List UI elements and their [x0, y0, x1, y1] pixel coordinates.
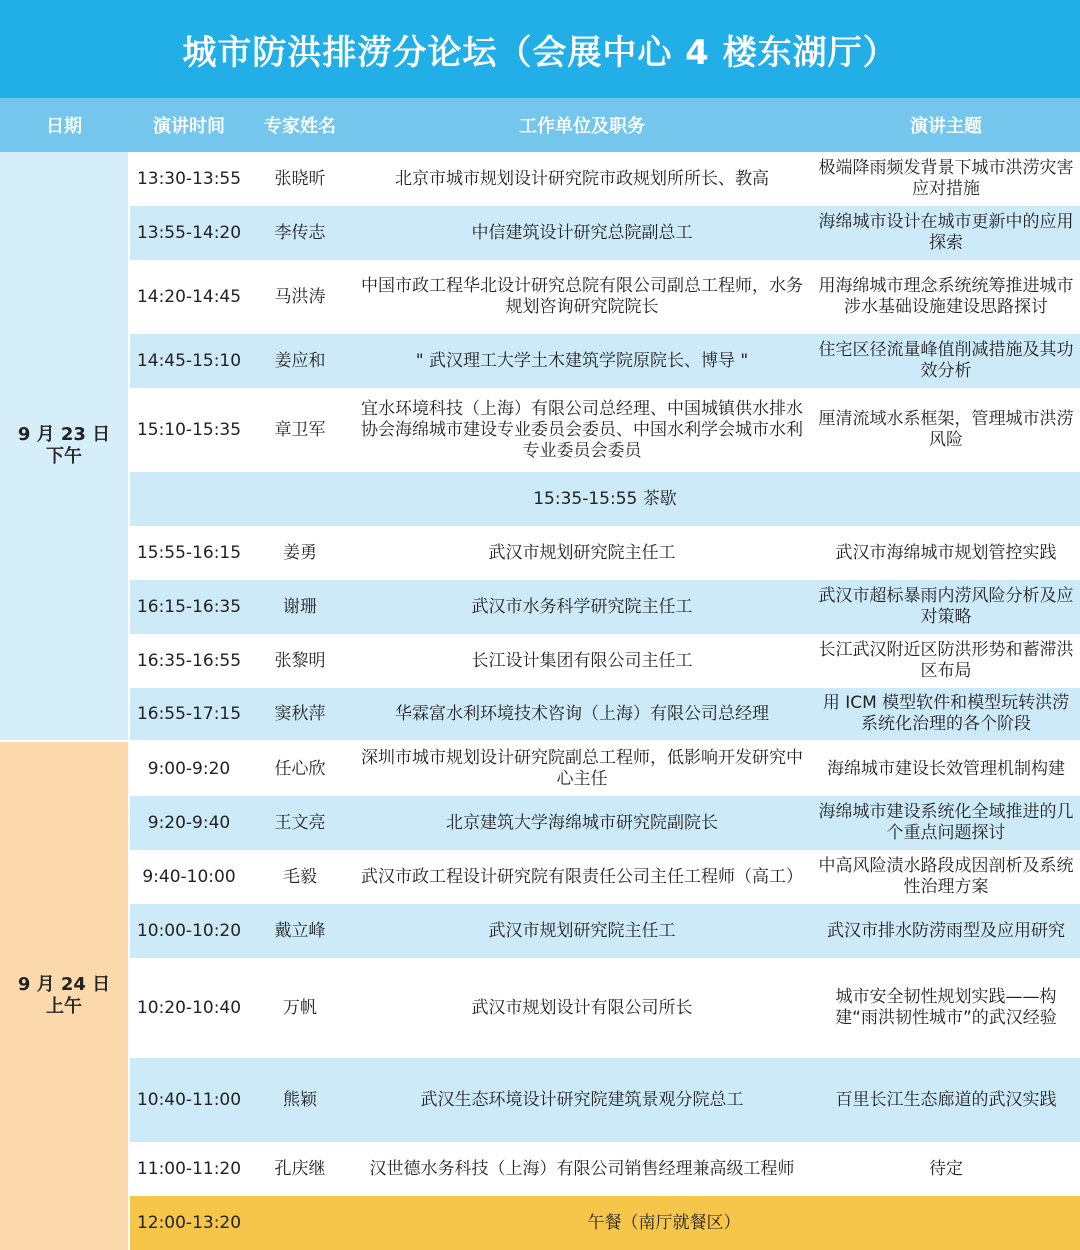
topic-cell: 武汉市海绵城市规划管控实践 [835, 542, 1057, 563]
table-row [130, 796, 1080, 850]
day-label: 9 月 24 日 [17, 974, 111, 995]
speaker-name-cell: 李传志 [274, 222, 326, 243]
organization-cell: 武汉市规划设计有限公司所长 [471, 997, 693, 1018]
topic-cell: 海绵城市建设系统化全域推进的几个重点问题探讨 [818, 802, 1074, 843]
speaker-name-cell: 谢珊 [283, 596, 317, 617]
speaker-name-cell: 姜应和 [274, 350, 326, 371]
speaker-name-cell: 章卫军 [274, 419, 326, 440]
time-cell: 12:00-13:20 [136, 1212, 242, 1233]
header-time: 演讲时间 [153, 116, 225, 137]
header-topic: 演讲主题 [910, 116, 982, 137]
speaker-name-cell: 王文亮 [274, 812, 326, 833]
day-label: 9 月 23 日 [17, 424, 111, 445]
table-row [130, 634, 1080, 688]
organization-cell: " 武汉理工大学土木建筑学院原院长、博导 " [415, 350, 749, 371]
topic-cell: 住宅区径流量峰值削减措施及其功效分析 [818, 340, 1074, 381]
topic-cell: 用海绵城市理念系统统筹推进城市涉水基础设施建设思路探讨 [818, 276, 1074, 317]
speaker-name-cell: 姜勇 [283, 542, 317, 563]
organization-cell: 中国市政工程华北设计研究总院有限公司副总工程师，水务规划咨询研究院院长 [361, 276, 803, 317]
speaker-name-cell: 熊颖 [283, 1089, 317, 1110]
organization-cell: 长江设计集团有限公司主任工 [471, 650, 693, 671]
topic-cell: 武汉市超标暴雨内涝风险分析及应对策略 [818, 586, 1074, 627]
organization-cell: 汉世德水务科技（上海）有限公司销售经理兼高级工程师 [369, 1158, 795, 1179]
speaker-name-cell: 张晓昕 [274, 168, 326, 189]
organization-cell: 深圳市城市规划设计研究院副总工程师，低影响开发研究中心主任 [361, 748, 803, 789]
topic-cell: 海绵城市建设长效管理机制构建 [827, 758, 1065, 779]
organization-cell: 武汉市规划研究院主任工 [488, 920, 676, 941]
table-row [130, 688, 1080, 740]
day-cell-sep24 [0, 742, 128, 1250]
table-row [130, 580, 1080, 634]
header-date: 日期 [46, 116, 82, 137]
day-cell-sep23 [0, 152, 128, 740]
topic-cell: 海绵城市设计在城市更新中的应用探索 [818, 212, 1074, 253]
header-name: 专家姓名 [264, 116, 336, 137]
table-row [130, 958, 1080, 1058]
table-row [130, 904, 1080, 958]
page-title: 城市防洪排涝分论坛（会展中心 4 楼东湖厅） [182, 32, 898, 73]
time-cell: 13:55-14:20 [136, 222, 242, 243]
table-row [130, 526, 1080, 580]
topic-cell: 极端降雨频发背景下城市洪涝灾害应对措施 [818, 158, 1074, 199]
topic-cell: 长江武汉附近区防洪形势和蓄滞洪区布局 [818, 640, 1074, 681]
organization-cell: 北京市城市规划设计研究院市政规划所所长、教高 [395, 168, 769, 189]
time-cell: 10:20-10:40 [136, 997, 242, 1018]
lunch-cell: 午餐（南厅就餐区） [587, 1212, 741, 1233]
table-row [130, 152, 1080, 206]
time-cell: 9:40-10:00 [142, 866, 236, 887]
title-bar [0, 0, 1080, 98]
topic-cell: 用 ICM 模型软件和模型玩转洪涝系统化治理的各个阶段 [822, 693, 1070, 734]
time-cell: 10:40-11:00 [136, 1089, 242, 1110]
time-cell: 10:00-10:20 [136, 920, 242, 941]
time-cell: 14:20-14:45 [136, 286, 242, 307]
organization-cell: 武汉市水务科学研究院主任工 [471, 596, 693, 617]
time-cell: 14:45-15:10 [136, 350, 242, 371]
time-cell: 9:20-9:40 [147, 812, 231, 833]
table-row [130, 742, 1080, 796]
organization-cell: 北京建筑大学海绵城市研究院副院长 [446, 812, 718, 833]
day-period: 上午 [46, 996, 82, 1017]
table-row [130, 1196, 1080, 1250]
time-cell: 9:00-9:20 [147, 758, 231, 779]
topic-cell: 武汉市排水防涝雨型及应用研究 [827, 920, 1065, 941]
time-cell: 15:55-16:15 [136, 542, 242, 563]
speaker-name-cell: 毛毅 [283, 866, 317, 887]
organization-cell: 中信建筑设计研究总院副总工 [471, 222, 693, 243]
speaker-name-cell: 张黎明 [274, 650, 326, 671]
table-row [130, 260, 1080, 334]
table-header [0, 98, 1080, 152]
header-org: 工作单位及职务 [519, 116, 645, 137]
time-cell: 11:00-11:20 [136, 1158, 242, 1179]
topic-cell: 中高风险渍水路段成因剖析及系统性治理方案 [818, 856, 1074, 897]
topic-cell: 厘清流域水系框架，管理城市洪涝风险 [818, 409, 1074, 450]
break-cell: 15:35-15:55 茶歇 [533, 488, 677, 509]
organization-cell: 武汉市政工程设计研究院有限责任公司主任工程师（高工） [361, 866, 803, 887]
table-row [130, 206, 1080, 260]
table-row [130, 850, 1080, 904]
topic-cell: 城市安全韧性规划实践——构建“雨洪韧性城市”的武汉经验 [835, 987, 1057, 1028]
organization-cell: 宜水环境科技（上海）有限公司总经理、中国城镇供水排水协会海绵城市建设专业委员会委员、中国水利学会城市水利专业委员会委员 [361, 398, 803, 461]
time-cell: 16:15-16:35 [136, 596, 242, 617]
speaker-name-cell: 任心欣 [274, 758, 326, 779]
table-row [130, 388, 1080, 472]
table-row [130, 334, 1080, 388]
table-row [130, 1058, 1080, 1142]
speaker-name-cell: 马洪涛 [274, 286, 326, 307]
time-cell: 16:35-16:55 [136, 650, 242, 671]
time-cell: 16:55-17:15 [136, 703, 242, 724]
topic-cell: 待定 [929, 1158, 963, 1179]
time-cell: 15:10-15:35 [136, 419, 242, 440]
speaker-name-cell: 戴立峰 [274, 920, 326, 941]
organization-cell: 华霖富水利环境技术咨询（上海）有限公司总经理 [395, 703, 769, 724]
table-row [130, 472, 1080, 526]
speaker-name-cell: 孔庆继 [274, 1158, 326, 1179]
speaker-name-cell: 窦秋萍 [274, 703, 326, 724]
organization-cell: 武汉生态环境设计研究院建筑景观分院总工 [420, 1089, 744, 1110]
table-row [130, 1142, 1080, 1196]
day-period: 下午 [46, 446, 82, 467]
topic-cell: 百里长江生态廊道的武汉实践 [835, 1089, 1057, 1110]
speaker-name-cell: 万帆 [283, 997, 317, 1018]
time-cell: 13:30-13:55 [136, 168, 242, 189]
organization-cell: 武汉市规划研究院主任工 [488, 542, 676, 563]
